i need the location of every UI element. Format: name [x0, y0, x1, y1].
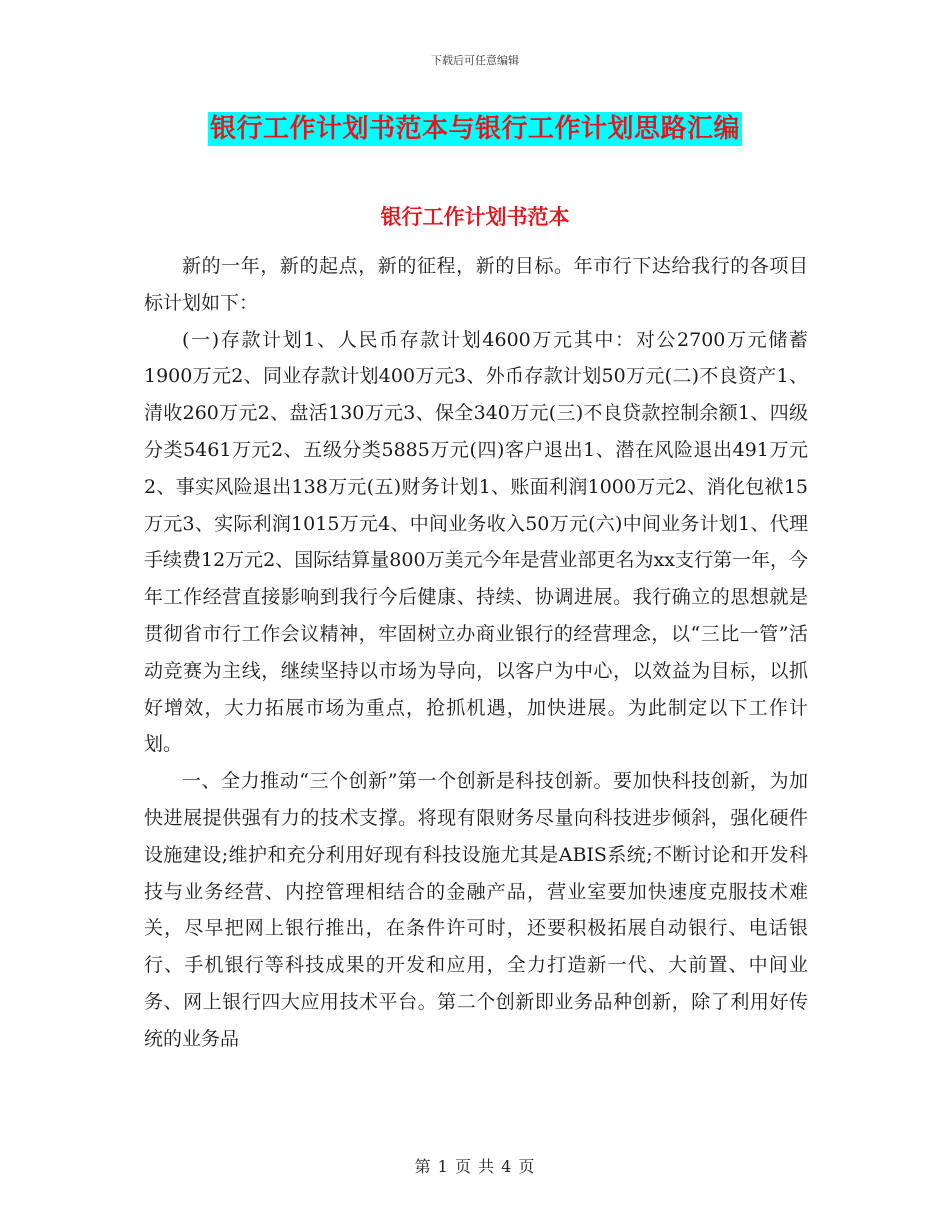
document-body	[144, 248, 808, 1058]
main-title-container	[0, 112, 950, 146]
paragraph-intro: 新的一年，新的起点，新的征程，新的目标。年市行下达给我行的各项目标计划如下：	[144, 255, 808, 314]
paragraph-innovation: 一、全力推动“三个创新”第一个创新是科技创新。要加快科技创新，为加快进展提供强有力的技术支撑。将现有限财务尽量向科技进步倾斜，强化硬件设施建设;维护和充分利用好现有科技设施尤其是ABIS系统;不断讨论和开发科技与业务经营、内控管理相结合的金融产品，营业室要加快速度克服技术难关，尽早把网上银行推出，在条件许可时，还要积极拓展自动银行、电话银行、手机银行等科技成果的开发和应用，全力打造新一代、大前置、中间业务、网上银行四大应用技术平台。第二个创新即业务品种创新，除了利用好传统的业务品	[144, 770, 808, 1050]
paragraph-targets: (一)存款计划1、人民币存款计划4600万元其中：对公2700万元储蓄1900万元2、同业存款计划400万元3、外币存款计划50万元(二)不良资产1、清收260万元2、盘活130万元3、保全340万元(三)不良贷款控制余额1、四级分类5461万元2、五级分类5885万元(四)客户退出1、潜在风险退出491万元2、事实风险退出138万元(五)财务计划1、账面利润1000万元2、消化包袱15万元3、实际利润1015万元4、中间业务收入50万元(六)中间业务计划1、代理手续费12万元2、国际结算量800万美元今年是营业部更名为xx支行第一年，今年工作经营直接影响到我行今后健康、持续、协调进展。我行确立的思想就是贯彻省市行工作会议精神，牢固树立办商业银行的经营理念，以“三比一管”活动竞赛为主线，继续坚持以市场为导向，以客户为中心，以效益为目标，以抓好增效，大力拓展市场为重点，抢抓机遇，加快进展。为此制定以下工作计划。	[144, 328, 808, 756]
page-footer: 第 1 页 共 4 页	[414, 1157, 536, 1176]
document-main-title: 银行工作计划书范本与银行工作计划思路汇编	[209, 114, 740, 144]
section-title: 银行工作计划书范本	[380, 205, 570, 229]
header-note: 下载后可任意编辑	[431, 54, 519, 67]
